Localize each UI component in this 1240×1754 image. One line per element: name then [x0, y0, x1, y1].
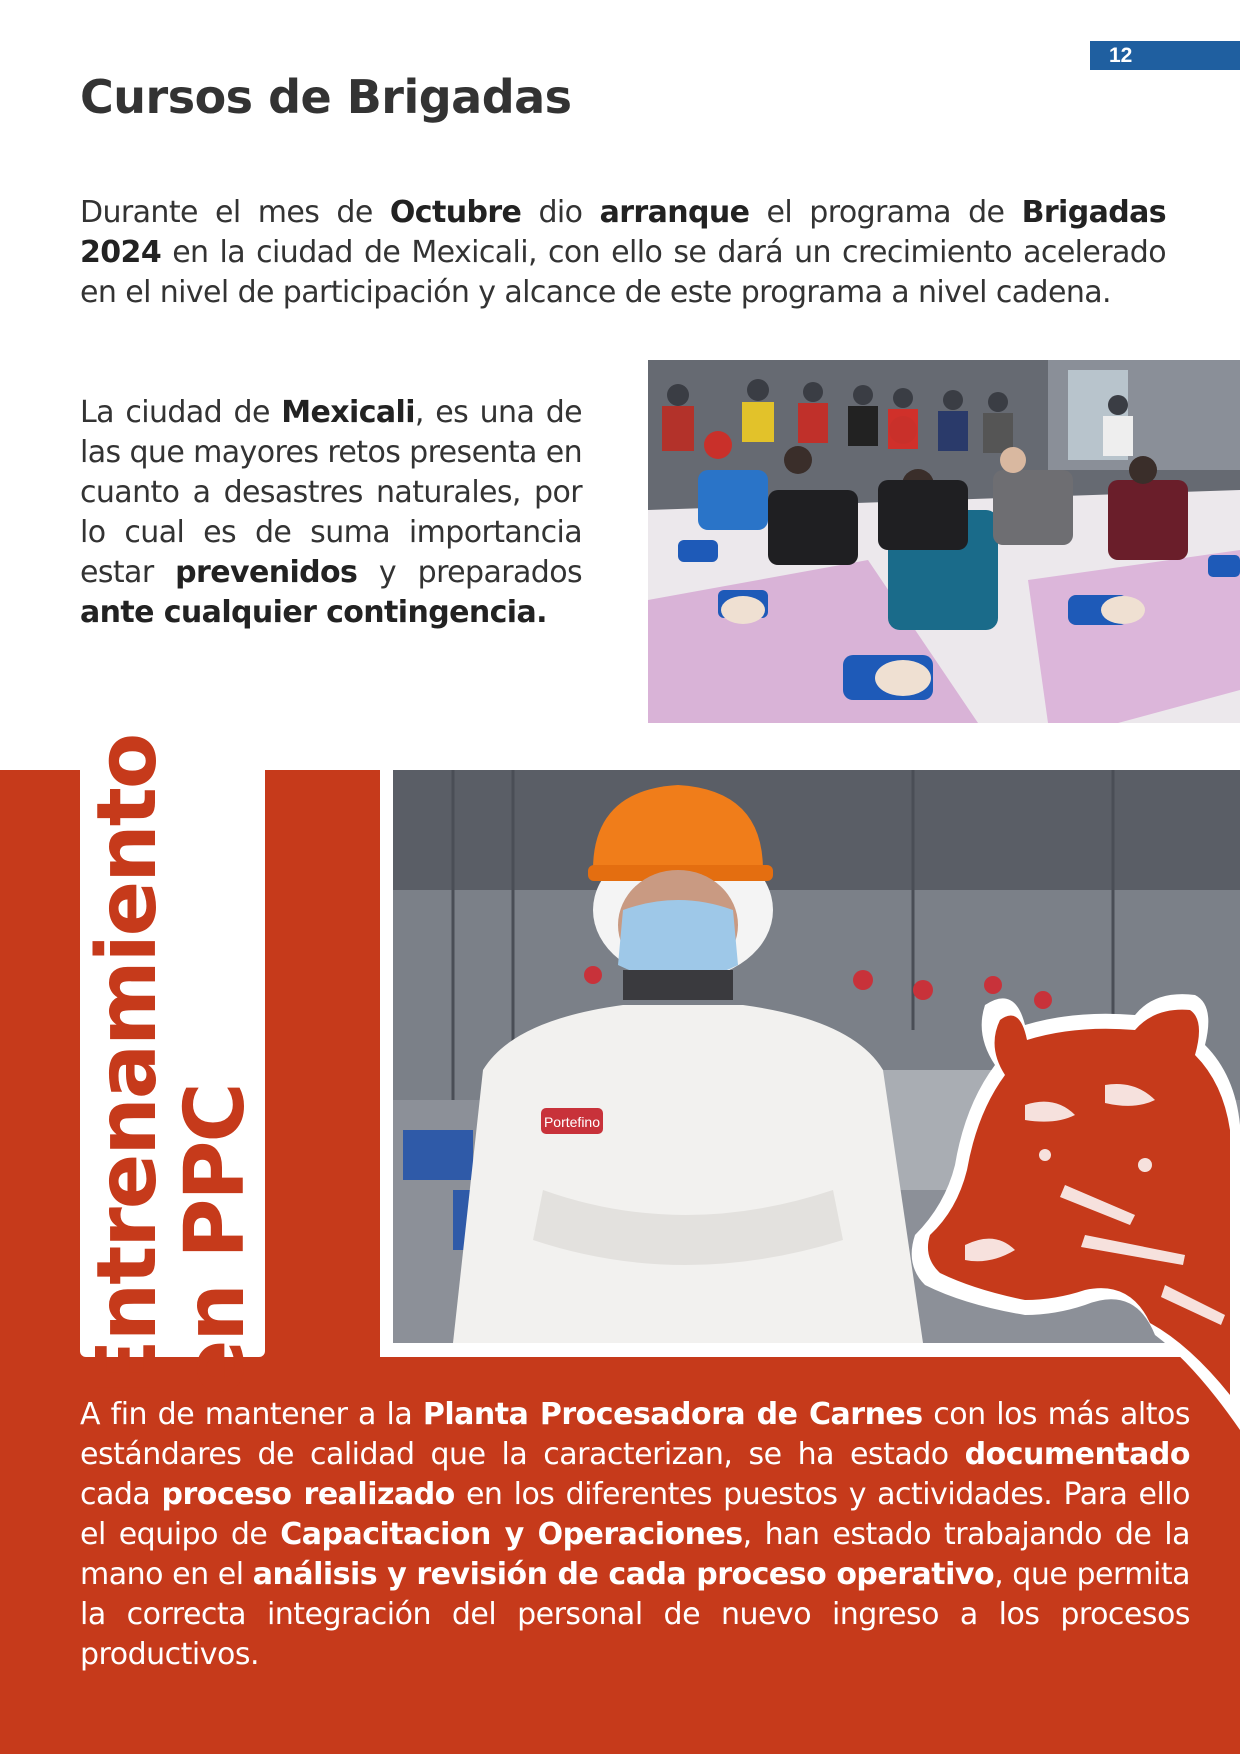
text-run: en los diferentes puestos y actividades. Para ello el equipo de	[80, 1477, 1190, 1552]
text-run: y preparados	[357, 555, 582, 590]
cpr-training-photo	[648, 360, 1240, 723]
ppc-title-line-1: Entrenamiento	[80, 734, 175, 1396]
page-title: Cursos de Brigadas	[80, 70, 572, 124]
ppc-paragraph	[80, 1395, 1190, 1675]
text-run: con los más altos estándares de calidad que la caracterizan, se ha estado	[80, 1397, 1191, 1472]
bold-run: prevenidos	[175, 555, 358, 590]
bold-run: proceso realizado	[161, 1477, 455, 1512]
bold-run: Brigadas 2024	[80, 195, 1167, 270]
text-run: dio	[521, 195, 600, 230]
text-run: el programa de	[749, 195, 1022, 230]
bold-run: Capacitacion y Operaciones	[280, 1517, 743, 1552]
bold-run: Octubre	[389, 195, 522, 230]
text-run: , han estado trabajando de la mano en el	[80, 1517, 1190, 1592]
ppc-section-title	[80, 734, 263, 1396]
bull-illustration	[905, 985, 1240, 1430]
intro-paragraph	[80, 193, 1166, 313]
ppc-title-line-2: en PPC	[168, 1084, 263, 1396]
text-run: , es una de las que mayores retos presenta en cuanto a desastres naturales, por lo cual es de suma importancia estar	[80, 395, 582, 590]
text-run: A fin de mantener a la	[80, 1397, 423, 1432]
bold-run: documentado	[964, 1437, 1190, 1472]
page-number-badge: 12	[1090, 41, 1240, 70]
bold-run: ante cualquier contingencia.	[80, 595, 547, 630]
bold-run: Planta Procesadora de Carnes	[422, 1397, 923, 1432]
text-run: La ciudad de	[80, 395, 282, 430]
shirt-logo-text: Portefino	[543, 1114, 601, 1130]
text-run: Durante el mes de	[80, 195, 390, 230]
text-run: , que permita la correcta integración del personal de nuevo ingreso a los procesos productivos.	[80, 1557, 1190, 1672]
bold-run: arranque	[599, 195, 750, 230]
text-run: cada	[80, 1477, 162, 1512]
mexicali-paragraph	[80, 393, 582, 633]
bold-run: análisis y revisión de cada proceso operativo	[252, 1557, 995, 1592]
text-run: en la ciudad de Mexicali, con ello se dará un crecimiento acelerado en el nivel de participación y alcance de este programa a nivel cadena.	[80, 235, 1166, 310]
bold-run: Mexicali	[281, 395, 415, 430]
